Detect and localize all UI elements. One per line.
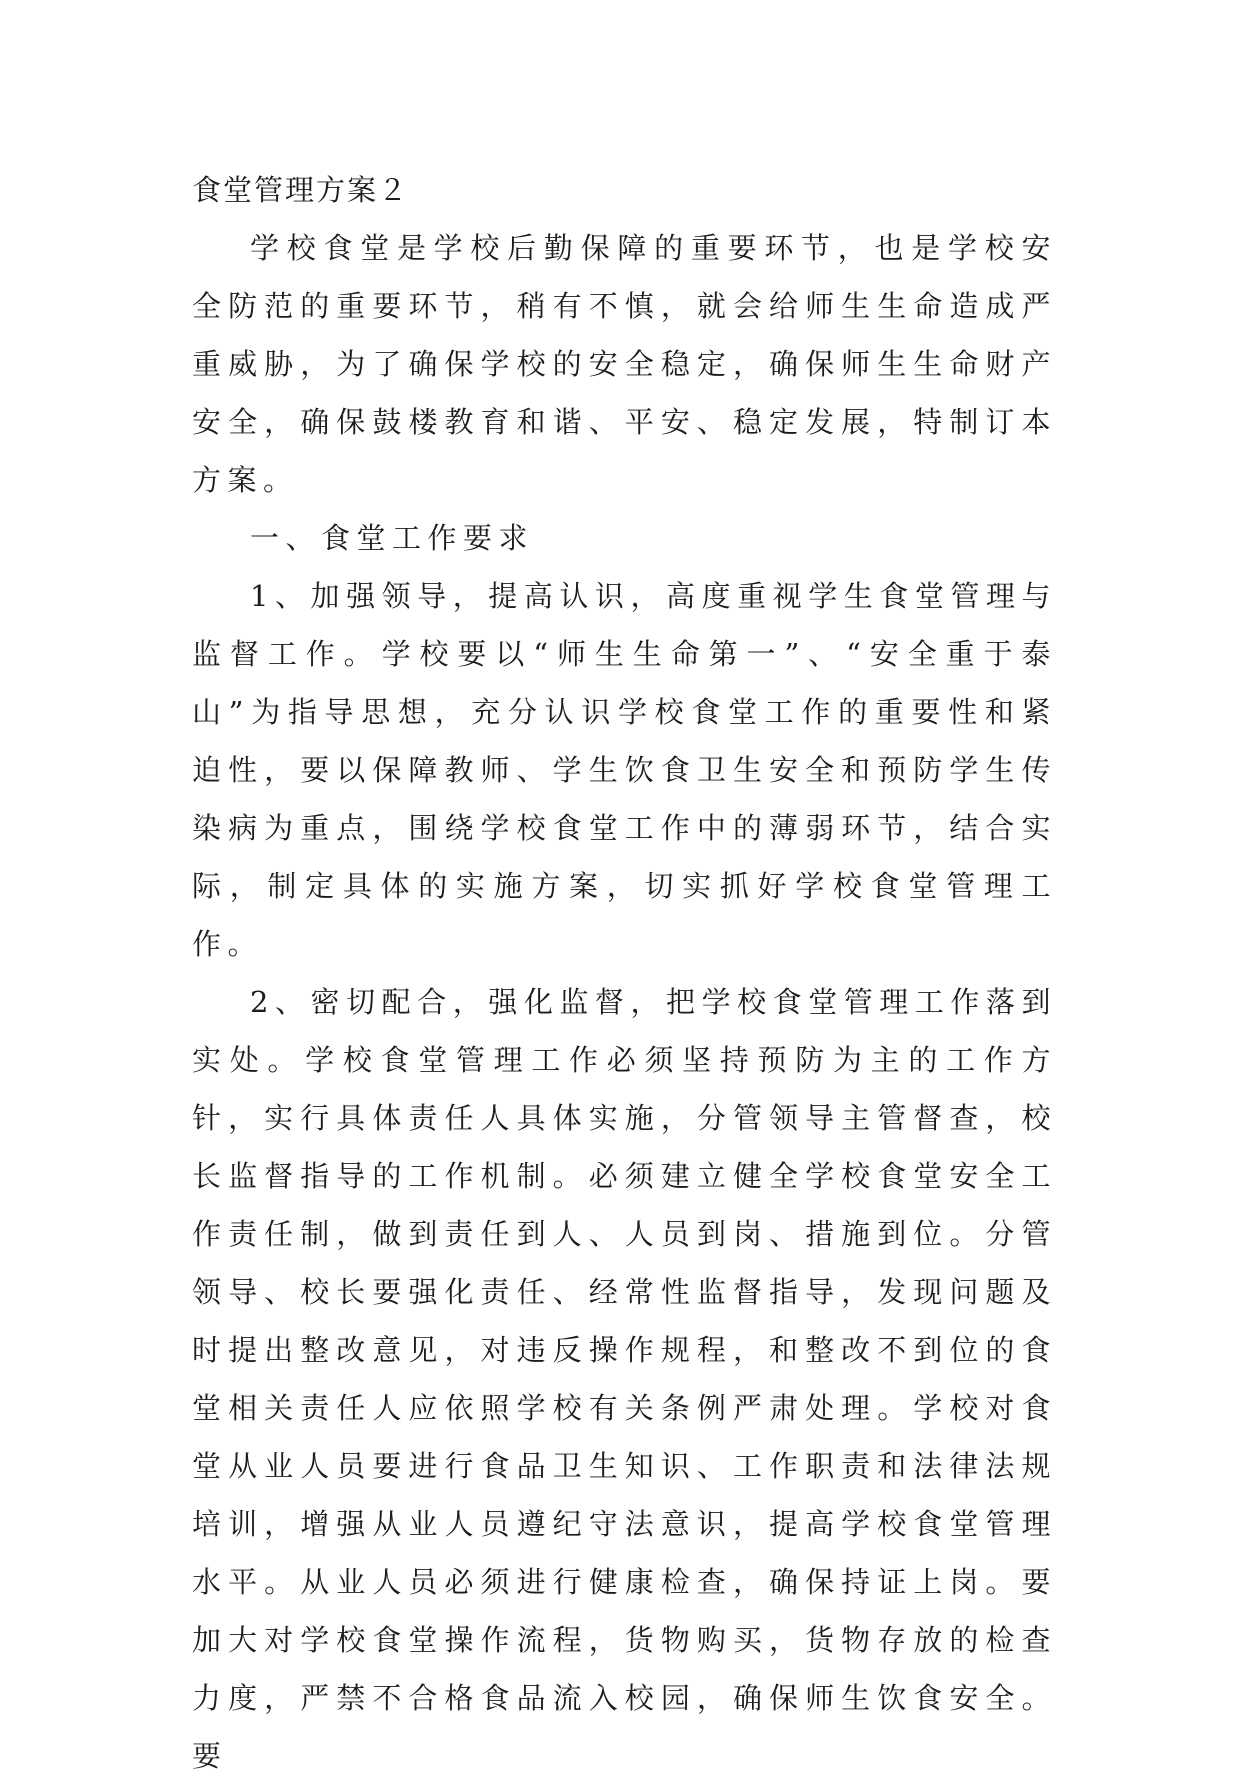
document-title: 食堂管理方案２ [192,173,410,207]
paragraph-item-2: 2、密切配合，强化监督，把学校食堂管理工作落到实处。学校食堂管理工作必须坚持预防为主的工作方针，实行具体责任人具体实施，分管领导主管督查，校长监督指导的工作机制。必须建立健全学校食堂安全工作责任制，做到责任到人、人员到岗、措施到位。分管领导、校长要强化责任、经常性监督指导，发现问题及时提出整改意见，对违反操作规程，和整改不到位的食堂相关责任人应依照学校有关条例严肃处理。学校对食堂从业人员要进行食品卫生知识、工作职责和法律法规培训，增强从业人员遵纪守法意识，提高学校食堂管理水平。从业人员必须进行健康检查，确保持证上岗。要加大对学校食堂操作流程，货物购买，货物存放的检查力度，严禁不合格食品流入校园，确保师生饮食安全。要 [192,985,1057,1773]
section-heading-requirements: 一、食堂工作要求 [250,521,535,555]
document-body [192,161,1057,1785]
paragraph-intro: 学校食堂是学校后勤保障的重要环节，也是学校安全防范的重要环节，稍有不慎，就会给师生生命造成严重威胁，为了确保学校的安全稳定，确保师生生命财产安全，确保鼓楼教育和谐、平安、稳定发展，特制订本方案。 [192,231,1057,497]
paragraph-item-1: 1、加强领导，提高认识，高度重视学生食堂管理与监督工作。学校要以“师生生命第一”、“安全重于泰山”为指导思想，充分认识学校食堂工作的重要性和紧迫性，要以保障教师、学生饮食卫生安全和预防学生传染病为重点，围绕学校食堂工作中的薄弱环节，结合实际，制定具体的实施方案，切实抓好学校食堂管理工作。 [192,579,1057,961]
